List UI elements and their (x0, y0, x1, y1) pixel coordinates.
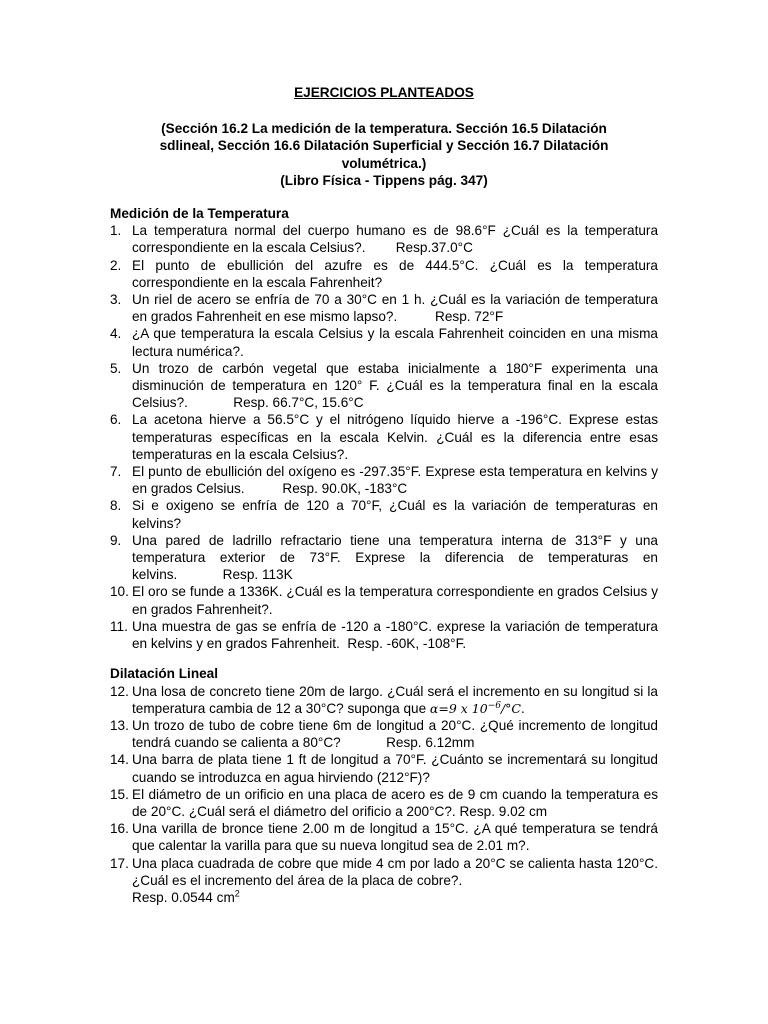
exercise-number: 5. (110, 360, 122, 376)
exercise-item (110, 820, 658, 854)
exercise-text (132, 411, 658, 463)
exercise-list-temperature (110, 222, 658, 652)
exercise-text (132, 463, 658, 497)
exercise-item (110, 360, 658, 412)
exercise-statement: Un trozo de tubo de cobre tiene 6m de longitud a 20°C. ¿Qué incremento de longitud tendrá cuando se calienta a 80°C? (132, 717, 658, 751)
exercise-statement: El punto de ebullición del azufre es de 444.5°C. ¿Cuál es la temperatura correspondiente en la escala Fahrenheit? (132, 257, 658, 290)
answer-unit-exponent: 2 (234, 888, 240, 899)
subtitle-line-2: sdlineal, Sección 16.6 Dilatación Superficial y Sección 16.7 Dilatación (159, 138, 609, 154)
exercise-item (110, 618, 658, 652)
exercise-text (132, 855, 658, 907)
exercise-item (110, 583, 658, 617)
exercise-number: 9. (110, 532, 122, 548)
exercise-text (132, 291, 658, 325)
exercise-number: 12. (110, 683, 129, 699)
exercise-item (110, 532, 658, 584)
exercise-number: 6. (110, 412, 122, 428)
exercise-statement: Una losa de concreto tiene 20m de largo. ¿Cuál será el incremento en su longitud si la temperatura cambia de 12 a 30°C? suponga que (132, 683, 658, 716)
exercise-number: 16. (110, 821, 129, 837)
exercise-answer: Resp.37.0°C (395, 240, 473, 256)
exercise-statement: La acetona hierve a 56.5°C y el nitrógeno líquido hierve a -196°C. Exprese estas temperaturas específicas en la escala Kelvin. ¿Cuál es la diferencia entre esas temperaturas en la escala Celsius?. (132, 412, 658, 462)
formula-unit: /°C (500, 700, 521, 716)
exercise-text (132, 618, 658, 652)
exercise-answer: Resp. 66.7°C, 15.6°C (233, 395, 364, 411)
exercise-statement: Una varilla de bronce tiene 2.00 m de longitud a 15°C. ¿A qué temperatura se tendrá que calentar la varilla para que su nueva longitud sea de 2.01 m?. (132, 821, 658, 854)
exercise-answer (132, 890, 240, 905)
exercise-statement: Una placa cuadrada de cobre que mide 4 cm por lado a 20°C se calienta hasta 120°C. ¿Cuál es el incremento del área de la placa de cobre?. (132, 855, 658, 888)
exercise-text (132, 325, 658, 359)
exercise-number: 10. (110, 584, 129, 600)
exercise-answer: Resp. 72°F (435, 309, 504, 325)
exercise-number: 3. (110, 292, 122, 308)
exercise-item (110, 291, 658, 325)
exercise-statement: El diámetro de un orificio en una placa de acero es de 9 cm cuando la temperatura es de 20°C. ¿Cuál será el diámetro del orificio a 200°C?. (132, 786, 658, 819)
exercise-statement: Una barra de plata tiene 1 ft de longitud a 70°F. ¿Cuánto se incrementará su longitud cuando se introduzca en agua hirviendo (212°F)? (132, 752, 658, 785)
document-title: EJERCICIOS PLANTEADOS (294, 85, 474, 100)
exercise-text (132, 497, 658, 531)
exercise-number: 14. (110, 752, 129, 768)
exercise-list-linear-expansion (110, 683, 658, 907)
exercise-item (110, 855, 658, 907)
exercise-number: 11. (110, 618, 128, 634)
exercise-statement: Un riel de acero se enfría de 70 a 30°C en 1 h. ¿Cuál es la variación de temperatura en grados Fahrenheit en ese mismo lapso?. (132, 292, 658, 325)
exercise-statement: Una pared de ladrillo refractario tiene una temperatura interna de 313°F y una temperatura exterior de 73°F. Exprese la diferencia de temperaturas en kelvins. (132, 532, 658, 583)
exercise-statement: El oro se funde a 1336K. ¿Cuál es la temperatura correspondiente en grados Celsius y en grados Fahrenheit?. (132, 584, 658, 617)
exercise-item (110, 257, 658, 291)
exercise-statement: Un trozo de carbón vegetal que estaba inicialmente a 180°F experimenta una disminución de temperatura en 120° F. ¿Cuál es la temperatura final en la escala Celsius?. (132, 360, 658, 411)
exercise-text (132, 360, 658, 412)
exercise-text (132, 683, 658, 717)
exercise-text (132, 820, 658, 854)
exercise-text (132, 583, 658, 617)
exercise-statement: ¿A que temperatura la escala Celsius y la escala Fahrenheit coinciden en una misma lectura numérica?. (132, 326, 658, 359)
exercise-item (110, 463, 658, 497)
exercise-item (110, 411, 658, 463)
exercise-number: 7. (110, 464, 122, 480)
document-page (110, 84, 658, 906)
formula-period: . (521, 700, 525, 716)
exercise-statement: Si e oxigeno se enfría de 120 a 70°F, ¿Cuál es la variación de temperaturas en kelvins? (132, 498, 658, 531)
exercise-text (132, 786, 658, 820)
exercise-number: 17. (110, 855, 129, 871)
subtitle-line-1: (Sección 16.2 La medición de la temperatura. Sección 16.5 Dilatación (161, 121, 607, 137)
exercise-text (132, 717, 658, 751)
exercise-item (110, 325, 658, 359)
exercise-item (110, 222, 658, 256)
exercise-statement: La temperatura normal del cuerpo humano es de 98.6°F ¿Cuál es la temperatura correspondiente en la escala Celsius?. (132, 223, 658, 256)
exercise-number: 1. (110, 223, 122, 239)
exercise-text (132, 222, 658, 256)
exercise-text (132, 751, 658, 785)
exercise-statement: Una muestra de gas se enfría de -120 a -180°C. exprese la variación de temperatura en kelvins y en grados Fahrenheit. (132, 618, 658, 652)
formula-exponent: −6 (487, 700, 501, 711)
exercise-number: 13. (110, 717, 129, 733)
subtitle-line-3: volumétrica.) (341, 155, 427, 171)
exercise-item (110, 786, 658, 820)
exercise-number: 2. (110, 257, 122, 273)
exercise-statement: El punto de ebullición del oxígeno es -297.35°F. Exprese esta temperatura en kelvins y en grados Celsius. (132, 464, 658, 497)
section-heading-linear-expansion: Dilatación Lineal (110, 666, 219, 682)
exercise-number: 8. (110, 498, 122, 514)
exercise-answer: Resp. 113K (222, 567, 293, 583)
exercise-text (132, 532, 658, 584)
exercise-text (132, 257, 658, 291)
answer-value: Resp. 0.0544 cm (132, 889, 235, 905)
exercise-answer: Resp. -60K, -108°F. (347, 636, 467, 652)
exercise-number: 4. (110, 326, 122, 342)
exercise-answer: Resp. 90.0K, -183°C (282, 481, 408, 497)
exercise-item (110, 717, 658, 751)
exercise-answer: Resp. 6.12mm (386, 735, 475, 751)
exercise-item (110, 751, 658, 785)
exercise-item (110, 497, 658, 531)
exercise-number: 15. (110, 786, 129, 802)
formula-base: α=9 x 10 (429, 700, 488, 716)
subtitle-line-4: (Libro Física - Tippens pág. 347) (280, 172, 488, 188)
section-heading-temperature: Medición de la Temperatura (110, 206, 289, 222)
exercise-answer: Resp. 9.02 cm (459, 803, 548, 819)
expansion-coefficient-formula (430, 701, 521, 716)
exercise-item (110, 683, 658, 717)
